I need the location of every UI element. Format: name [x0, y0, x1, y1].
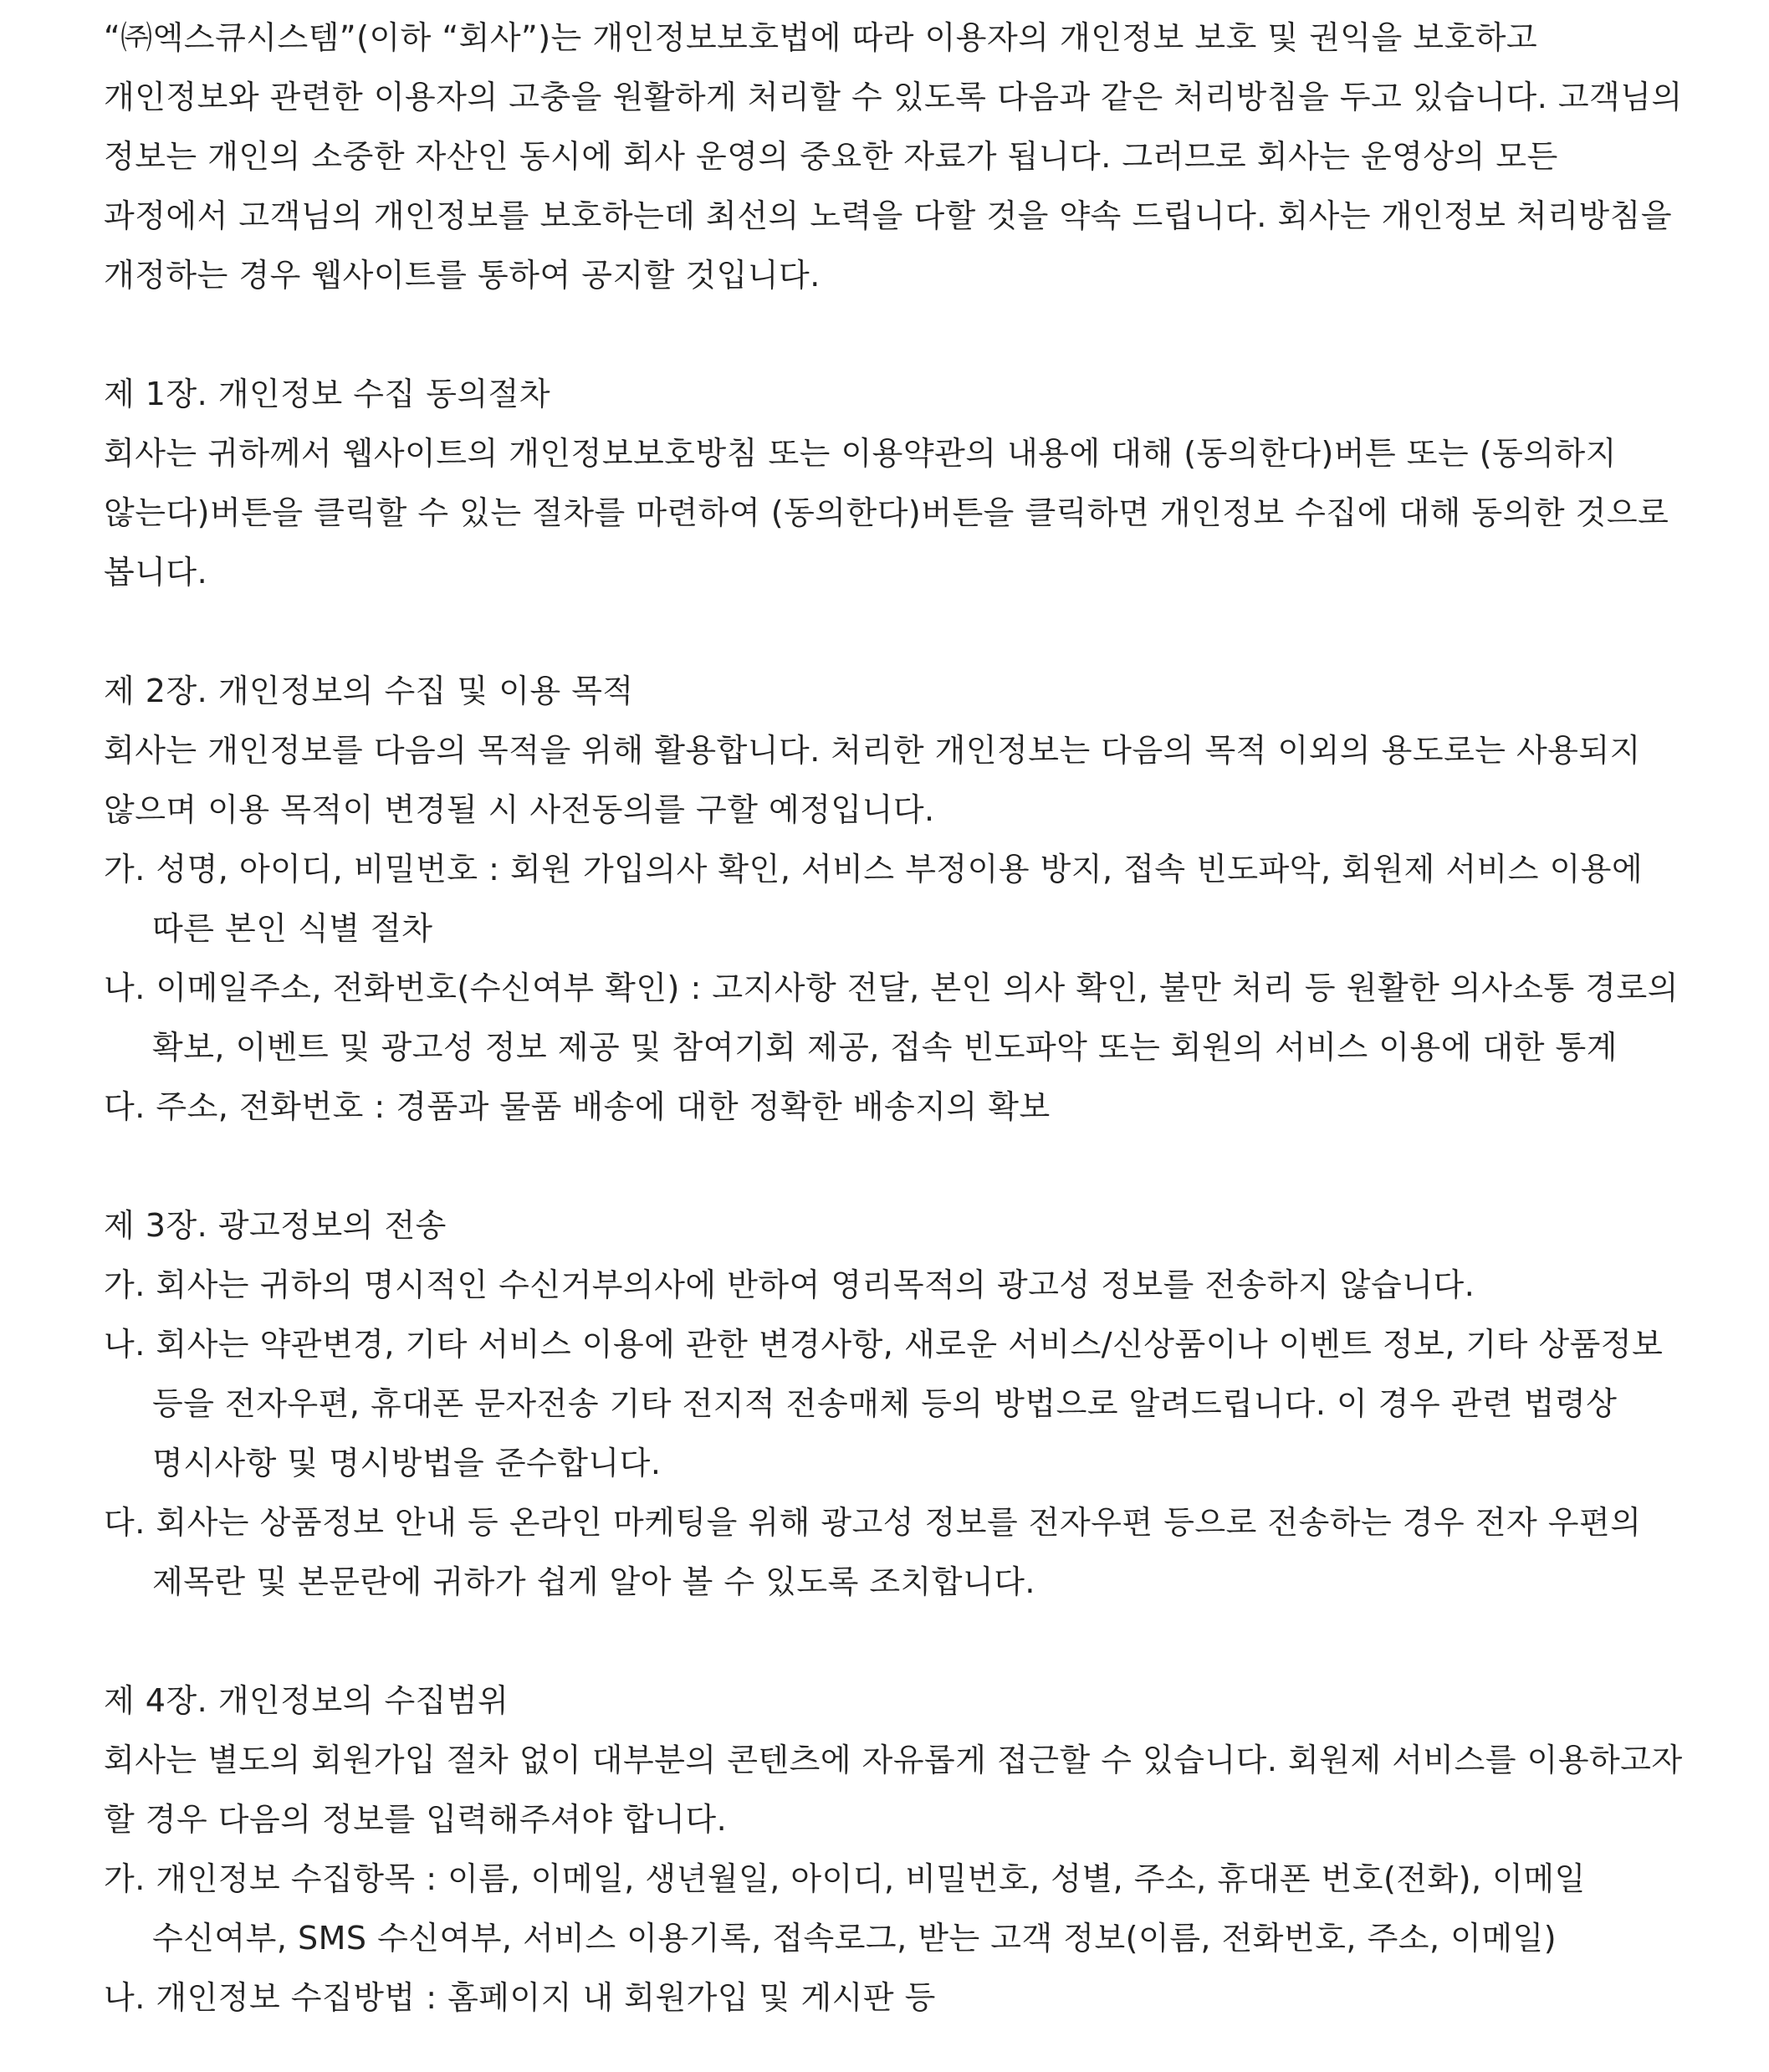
section-3-item-na: 나. 회사는 약관변경, 기타 서비스 이용에 관한 변경사항, 새로운 서비스/신상품이나 이벤트 정보, 기타 상품정보 등을 전자우편, 휴대폰 문자전송 기타 전지적 전송매체 등의 방법으로 알려드립니다. 이 경우 관련 법령상 명시사항 및 명시방법을 준수합니다.: [104, 1326, 1664, 1481]
section-4-body: 회사는 별도의 회원가입 절차 없이 대부분의 콘텐츠에 자유롭게 접근할 수 있습니다. 회원제 서비스를 이용하고자 할 경우 다음의 정보를 입력해주셔야 합니다.: [104, 1742, 1683, 1838]
section-3-heading: 제 3장. 광고정보의 전송: [104, 1207, 447, 1244]
section-1-heading: 제 1장. 개인정보 수집 동의절차: [104, 376, 551, 412]
section-2-heading: 제 2장. 개인정보의 수집 및 이용 목적: [104, 673, 634, 709]
section-gap: [104, 1137, 1693, 1196]
section-4-item-na: 나. 개인정보 수집방법 : 홈페이지 내 회원가입 및 게시판 등: [104, 1979, 936, 2016]
section-3-item-ga: 가. 회사는 귀하의 명시적인 수신거부의사에 반하여 영리목적의 광고성 정보를 전송하지 않습니다.: [104, 1266, 1475, 1303]
section-gap: [104, 305, 1693, 365]
section-2-body: 회사는 개인정보를 다음의 목적을 위해 활용합니다. 처리한 개인정보는 다음의 목적 이외의 용도로는 사용되지 않으며 이용 목적이 변경될 시 사전동의를 구할 예정입니다.: [104, 732, 1641, 828]
section-2-item-da: 다. 주소, 전화번호 : 경품과 물품 배송에 대한 정확한 배송지의 확보: [104, 1088, 1051, 1125]
section-gap: [104, 1612, 1693, 1671]
section-3-item-da: 다. 회사는 상품정보 안내 등 온라인 마케팅을 위해 광고성 정보를 전자우편 등으로 전송하는 경우 전자 우편의 제목란 및 본문란에 귀하가 쉽게 알아 볼 수 있도록 조치합니다.: [104, 1504, 1642, 1600]
section-2-item-ga: 가. 성명, 아이디, 비밀번호 : 회원 가입의사 확인, 서비스 부정이용 방지, 접속 빈도파악, 회원제 서비스 이용에 따른 본인 식별 절차: [104, 851, 1644, 947]
intro-paragraph: “㈜엑스큐시스템”(이하 “회사”)는 개인정보보호법에 따라 이용자의 개인정보 보호 및 권익을 보호하고 개인정보와 관련한 이용자의 고충을 원활하게 처리할 수 있도록 다음과 같은 처리방침을 두고 있습니다. 고객님의 정보는 개인의 소중한 자산인 동시에 회사 운영의 중요한 자료가 됩니다. 그러므로 회사는 운영상의 모든 과정에서 고객님의 개인정보를 보호하는데 최선의 노력을 다할 것을 약속 드립니다. 회사는 개인정보 처리방침을 개정하는 경우 웹사이트를 통하여 공지할 것입니다.: [104, 19, 1683, 294]
section-1-body: 회사는 귀하께서 웹사이트의 개인정보보호방침 또는 이용약관의 내용에 대해 (동의한다)버튼 또는 (동의하지 않는다)버튼을 클릭할 수 있는 절차를 마련하여 (동의한다)버튼을 클릭하면 개인정보 수집에 대해 동의한 것으로 봅니다.: [104, 435, 1669, 591]
section-4-item-ga: 가. 개인정보 수집항목 : 이름, 이메일, 생년월일, 아이디, 비밀번호, 성별, 주소, 휴대폰 번호(전화), 이메일 수신여부, SMS 수신여부, 서비스 이용기록, 접속로그, 받는 고객 정보(이름, 전화번호, 주소, 이메일): [104, 1860, 1586, 1957]
section-2-item-na: 나. 이메일주소, 전화번호(수신여부 확인) : 고지사항 전달, 본인 의사 확인, 불만 처리 등 원활한 의사소통 경로의 확보, 이벤트 및 광고성 정보 제공 및 참여기회 제공, 접속 빈도파악 또는 회원의 서비스 이용에 대한 통계: [104, 969, 1679, 1066]
section-4-heading: 제 4장. 개인정보의 수집범위: [104, 1682, 509, 1719]
privacy-policy-document: [104, 8, 1693, 2028]
section-gap: [104, 602, 1693, 662]
